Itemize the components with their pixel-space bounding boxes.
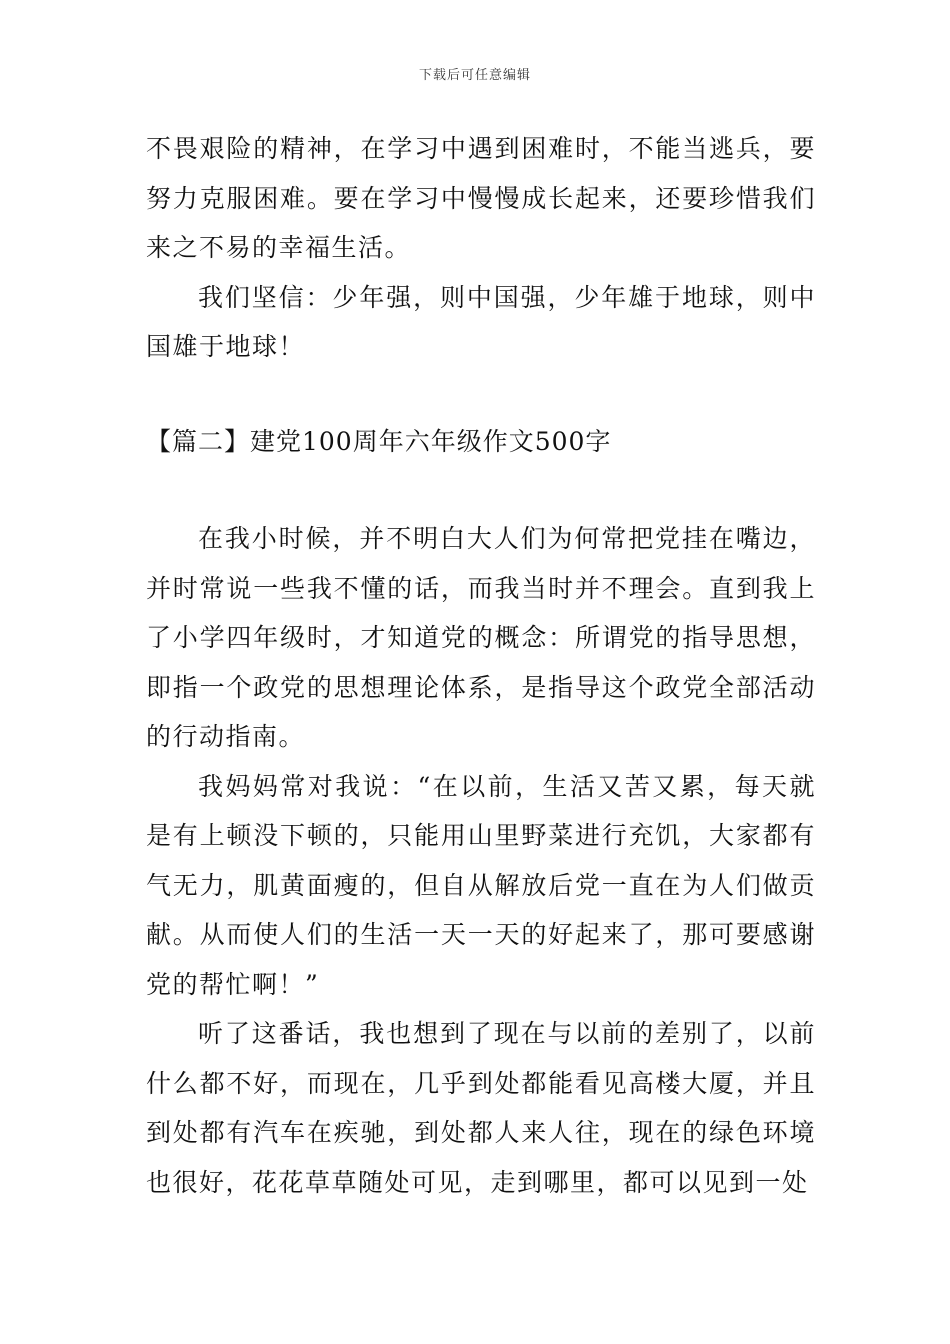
paragraph-reflection: 听了这番话，我也想到了现在与以前的差别了，以前什么都不好，而现在，几乎到处都能看见高楼大厦，并且到处都有汽车在疾驰，到处都人来人往，现在的绿色环境也很好，花花草草随处可见，走到哪里，都可以见到一处: [146, 1019, 816, 1197]
paragraph-continuation: 不畏艰险的精神，在学习中遇到困难时，不能当逃兵，要努力克服困难。要在学习中慢慢成长起来，还要珍惜我们来之不易的幸福生活。: [146, 134, 816, 262]
paragraph-mother-quote: 我妈妈常对我说：“在以前，生活又苦又累，每天就是有上顿没下顿的，只能用山里野菜进行充饥，大家都有气无力，肌黄面瘦的，但自从解放后党一直在为人们做贡献。从而使人们的生活一天一天的好起来了，那可要感谢党的帮忙啊！”: [146, 771, 816, 999]
paragraph-childhood: 在我小时候，并不明白大人们为何常把党挂在嘴边，并时常说一些我不懂的话，而我当时并不理会。直到我上了小学四年级时，才知道党的概念：所谓党的指导思想，即指一个政党的思想理论体系，是指导这个政党全部活动的行动指南。: [146, 524, 816, 751]
section-heading: 【篇二】建党100周年六年级作文500字: [146, 426, 612, 456]
article-body: [146, 124, 816, 1207]
header-note: 下载后可任意编辑: [418, 68, 531, 83]
paragraph-conclusion: 我们坚信：少年强，则中国强，少年雄于地球，则中国雄于地球！: [146, 282, 816, 361]
